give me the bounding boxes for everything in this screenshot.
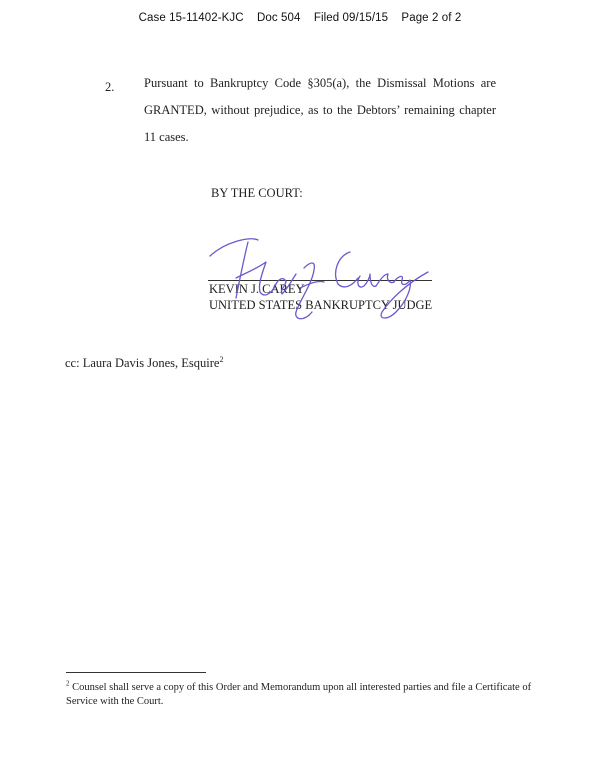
footnote-text: Counsel shall serve a copy of this Order and Memorandum upon all interested parties and file a Certificate of Service with the Court. (66, 682, 532, 707)
judge-name: KEVIN J. CAREY (209, 282, 305, 296)
court-filing-header (0, 12, 600, 24)
cc-text: cc: Laura Davis Jones, Esquire (65, 356, 220, 370)
footnote (66, 681, 536, 709)
footnote-marker: 2 (66, 679, 70, 688)
footnote-separator (66, 672, 206, 673)
filed-date: Filed 09/15/15 (313, 12, 389, 24)
case-number: Case 15-11402-KJC (138, 12, 244, 24)
paragraph-text: Pursuant to Bankruptcy Code §305(a), the Dismissal Motions are GRANTED, without prejudice, as to the Debtors’ remaining chapter 11 cases. (144, 76, 496, 144)
doc-number: Doc 504 (256, 12, 301, 24)
handwritten-signature (200, 228, 433, 328)
cc-line (65, 356, 223, 371)
page-indicator: Page 2 of 2 (401, 12, 462, 24)
paragraph-number: 2. (105, 80, 115, 94)
signature-strokes (210, 239, 428, 319)
cc-footnote-ref: 2 (219, 354, 224, 364)
by-the-court-label: BY THE COURT: (211, 186, 303, 200)
judge-title: UNITED STATES BANKRUPTCY JUDGE (209, 298, 433, 312)
